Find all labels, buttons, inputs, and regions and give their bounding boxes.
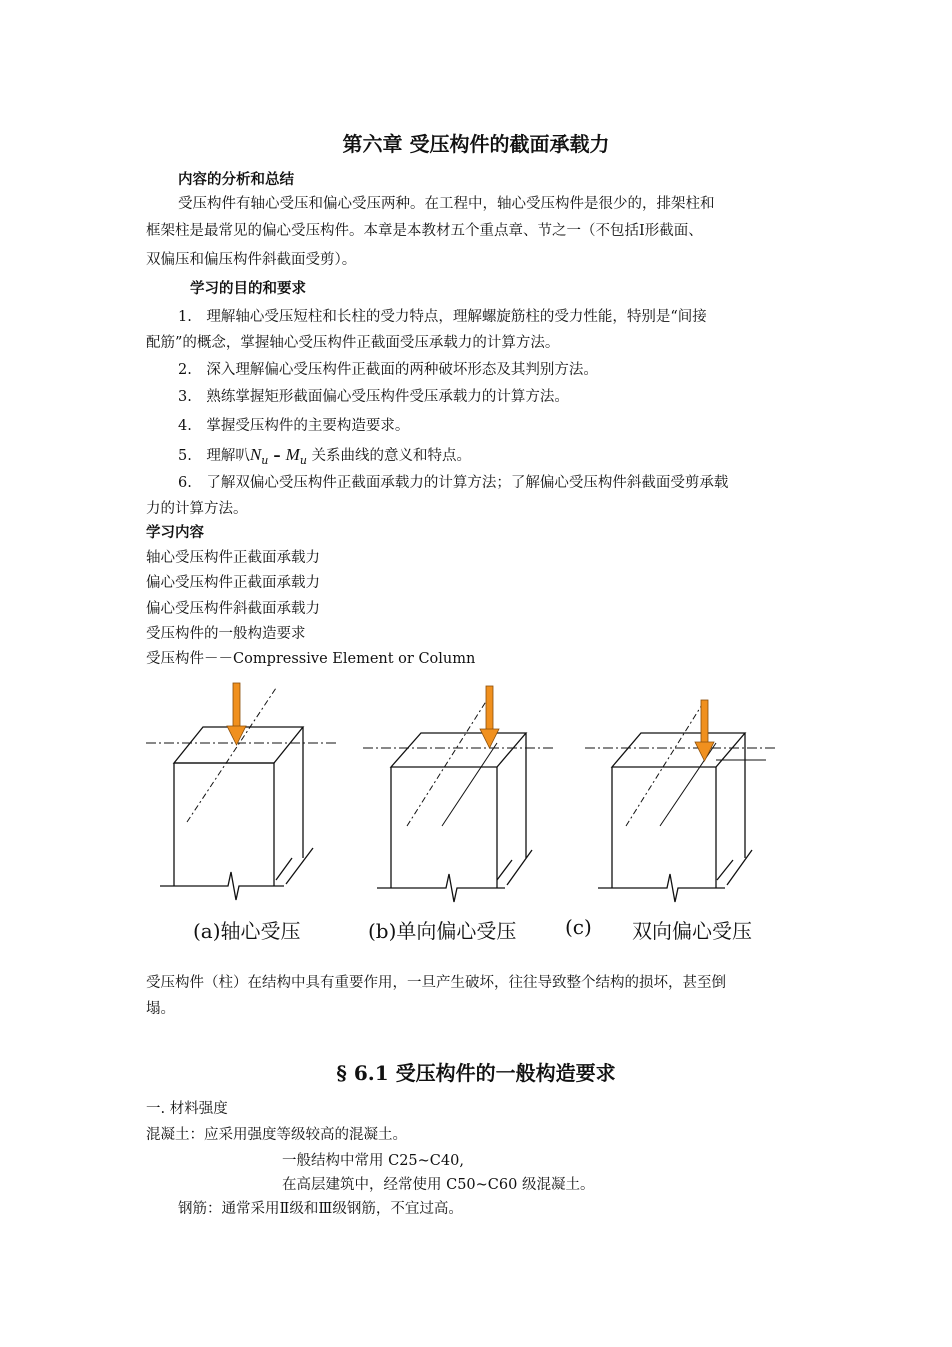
caption-a: (a)轴心受压 [193,919,301,943]
load-arrow-b [480,686,499,748]
load-arrow-c [695,700,714,761]
chapter-title: 第六章 受压构件的截面承载力 [342,132,610,156]
break-line-b [377,874,505,902]
caption-b: (b)单向偏心受压 [368,919,517,943]
importance-line-2: 塌。 [146,1001,175,1017]
content-heading: 学习内容 [146,525,204,541]
summary-line-1: 受压构件有轴心受压和偏心受压两种。在工程中，轴心受压构件是很少的，排架柱和 [178,196,715,212]
steel-line: 钢筋：通常采用Ⅱ级和Ⅲ级钢筋，不宜过高。 [178,1201,463,1217]
objective-3: 3. 熟练掌握矩形截面偏心受压构件受压承载力的计算方法。 [178,389,569,405]
content-item-1: 轴心受压构件正截面承载力 [146,550,320,566]
concrete-highrise: 在高层建筑中，经常使用 C50~C60 级混凝土。 [282,1177,595,1193]
content-item-5: 受压构件－－Compressive Element or Column [146,651,476,667]
load-arrow-a [227,683,246,745]
summary-line-2: 框架柱是最常见的偏心受压构件。本章是本教材五个重点章、节之一（不包括I形截面、 [146,223,703,239]
caption-c: 双向偏心受压 [632,919,752,943]
concrete-common: 一般结构中常用 C25~C40, [282,1153,464,1169]
summary-line-3: 双偏压和偏压构件斜截面受剪）。 [146,252,357,268]
centroid-axis-b [407,692,492,826]
centroid-axis-c [626,700,705,826]
column-c-top [612,733,745,767]
content-item-3: 偏心受压构件斜截面承载力 [146,601,320,617]
concrete-line: 混凝土：应采用强度等级较高的混凝土。 [146,1127,407,1143]
summary-heading: 内容的分析和总结 [178,172,294,188]
objective-4: 4. 掌握受压构件的主要构造要求。 [178,418,410,434]
centroid-axis-a [187,688,276,822]
importance-line-1: 受压构件（柱）在结构中具有重要作用，一旦产生破坏，往往导致整个结构的损坏，甚至倒 [146,975,726,991]
column-b-top [391,733,526,767]
objective-1-line-2: 配筋”的概念，掌握轴心受压构件正截面受压承载力的计算方法。 [146,335,560,351]
objective-5: 5. 理解叭$N_u - M_u$ 关系曲线的意义和特点。 [178,445,472,467]
content-item-4: 受压构件的一般构造要求 [146,626,306,642]
objective-6-line-2: 力的计算方法。 [146,501,248,517]
section-title: § 6.1 受压构件的一般构造要求 [336,1061,616,1085]
content-item-2: 偏心受压构件正截面承载力 [146,575,320,591]
column-b-uniaxial [363,686,553,902]
caption-c-label: (c) [565,915,592,939]
column-a-axial [146,683,338,900]
break-line-a [160,872,284,900]
objective-1-line-1: 1. 理解轴心受压短柱和长柱的受力特点，理解螺旋筋柱的受力性能，特别是“间接 [178,309,707,325]
objective-2: 2. 深入理解偏心受压构件正截面的两种破坏形态及其判别方法。 [178,362,598,378]
objective-6-line-1: 6. 了解双偏心受压构件正截面承载力的计算方法；了解偏心受压构件斜截面受剪承载 [178,475,729,491]
column-c-biaxial [585,700,775,902]
materials-heading: 一. 材料强度 [146,1101,228,1117]
objectives-heading: 学习的目的和要求 [190,281,306,297]
break-line-c [598,874,725,902]
